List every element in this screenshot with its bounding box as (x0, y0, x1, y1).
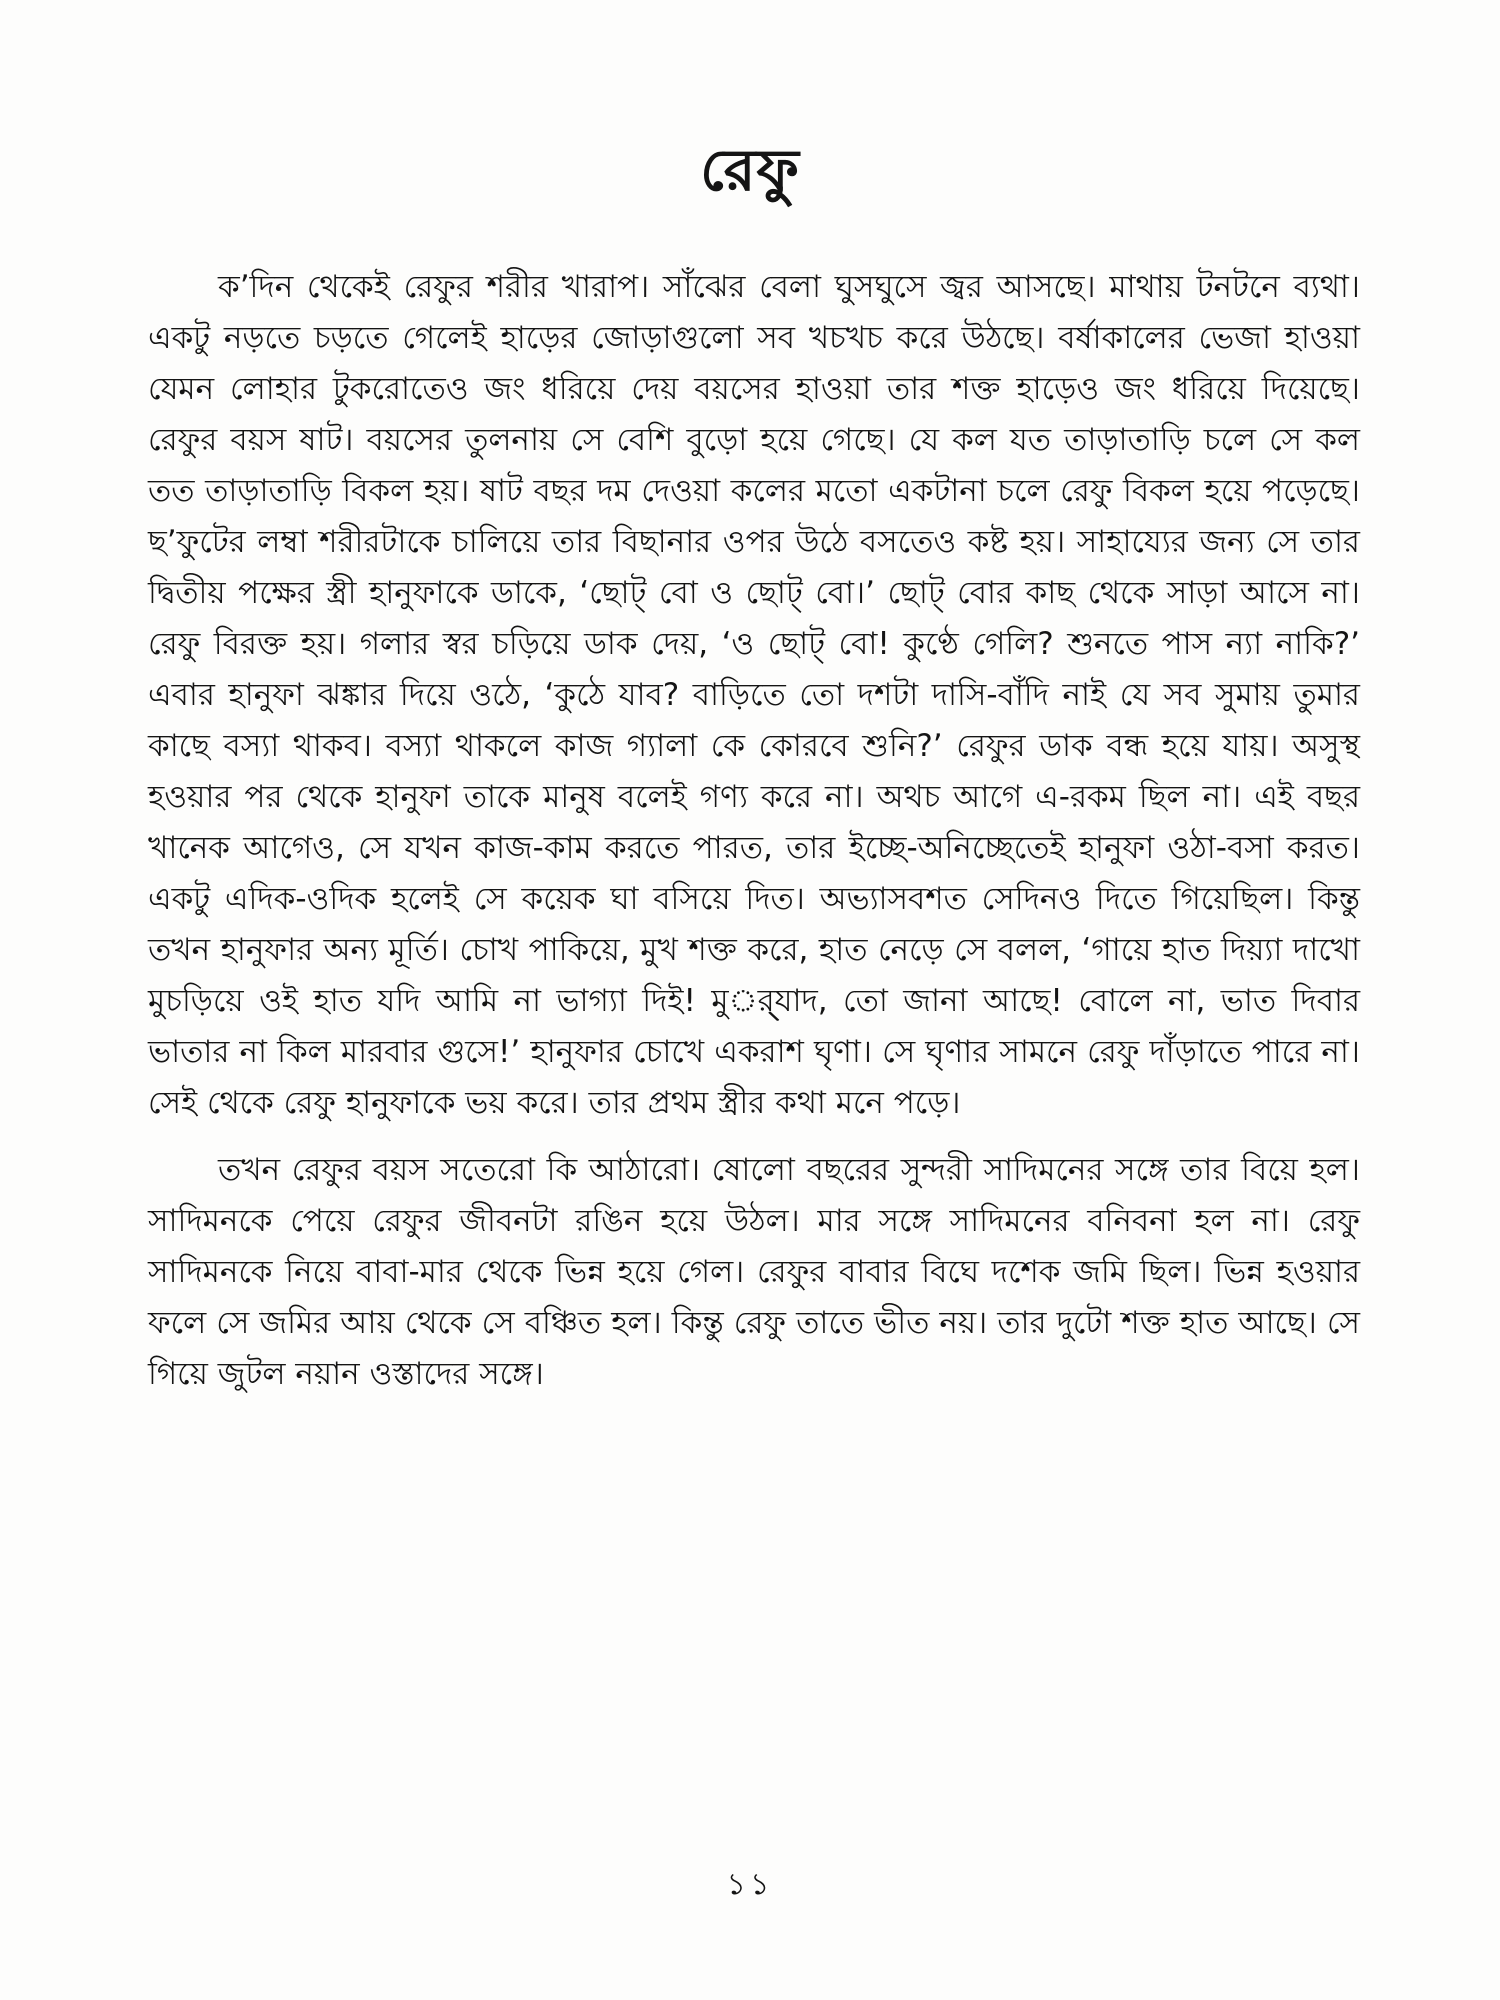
paragraph: ক’দিন থেকেই রেফুর শরীর খারাপ। সাঁঝের বেলা ঘুসঘুসে জ্বর আসছে। মাথায় টনটনে ব্যথা। একটু নড়তে চড়তে গেলেই হাড়ের জোড়াগুলো সব খচখচ করে উঠছে। বর্ষাকালের ভেজা হাওয়া যেমন লোহার টুকরোতেও জং ধরিয়ে দেয় বয়সের হাওয়া তার শক্ত হাড়েও জং ধরিয়ে দিয়েছে। রেফুর বয়স ষাট। বয়সের তুলনায় সে বেশি বুড়ো হয়ে গেছে। যে কল যত তাড়াতাড়ি চলে সে কল তত তাড়াতাড়ি বিকল হয়। ষাট বছর দম দেওয়া কলের মতো একটানা চলে রেফু বিকল হয়ে পড়েছে। ছ’ফুটের লম্বা শরীরটাকে চালিয়ে তার বিছানার ওপর উঠে বসতেও কষ্ট হয়। সাহায্যের জন্য সে তার দ্বিতীয় পক্ষের স্ত্রী হানুফাকে ডাকে, ‘ছোট্ বো ও ছোট্ বো।’ ছোট্ বোর কাছ থেকে সাড়া আসে না। রেফু বিরক্ত হয়। গলার স্বর চড়িয়ে ডাক দেয়, ‘ও ছোট্ বো! কুণ্ঠে গেলি? শুনতে পাস ন্যা নাকি?’ এবার হানুফা ঝঙ্কার দিয়ে ওঠে, ‘কুঠে যাব? বাড়িতে তো দশটা দাসি-বাঁদি নাই যে সব সুমায় তুমার কাছে বস্যা থাকব। বস্যা থাকলে কাজ গ্যালা কে কোরবে শুনি?’ রেফুর ডাক বন্ধ হয়ে যায়। অসুস্থ হওয়ার পর থেকে হানুফা তাকে মানুষ বলেই গণ্য করে না। অথচ আগে এ-রকম ছিল না। এই বছর খানেক আগেও, সে যখন কাজ-কাম করতে পারত, তার ইচ্ছে-অনিচ্ছেতেই হানুফা ওঠা-বসা করত। একটু এদিক-ওদিক হলেই সে কয়েক ঘা বসিয়ে দিত। অভ্যাসবশত সেদিনও দিতে গিয়েছিল। কিন্তু তখন হানুফার অন্য মূর্তি। চোখ পাকিয়ে, মুখ শক্ত করে, হাত নেড়ে সে বলল, ‘গায়ে হাত দিয়্যা দাখো মুচড়িয়ে ওই হাত যদি আমি না ভাগ্যা দিই! মুর্‍্যাদ, তো জানা আছে! বোলে না, ভাত দিবার ভাতার না কিল মারবার গুসে!’ হানুফার চোখে একরাশ ঘৃণা। সে ঘৃণার সামনে রেফু দাঁড়াতে পারে না। সেই থেকে রেফু হানুফাকে ভয় করে। তার প্রথম স্ত্রীর কথা মনে পড়ে। (148, 269, 1360, 1121)
body-text (148, 262, 1360, 1400)
page-number: ১১ (726, 1867, 774, 1902)
paragraph: তখন রেফুর বয়স সতেরো কি আঠারো। ষোলো বছরের সুন্দরী সাদিমনের সঙ্গে তার বিয়ে হল। সাদিমনকে পেয়ে রেফুর জীবনটা রঙিন হয়ে উঠল। মার সঙ্গে সাদিমনের বনিবনা হল না। রেফু সাদিমনকে নিয়ে বাবা-মার থেকে ভিন্ন হয়ে গেল। রেফুর বাবার বিঘে দশেক জমি ছিল। ভিন্ন হওয়ার ফলে সে জমির আয় থেকে সে বঞ্চিত হল। কিন্তু রেফু তাতে ভীত নয়। তার দুটো শক্ত হাত আছে। সে গিয়ে জুটল নয়ান ওস্তাদের সঙ্গে। (148, 1152, 1360, 1392)
chapter-title: রেফু (700, 136, 800, 204)
